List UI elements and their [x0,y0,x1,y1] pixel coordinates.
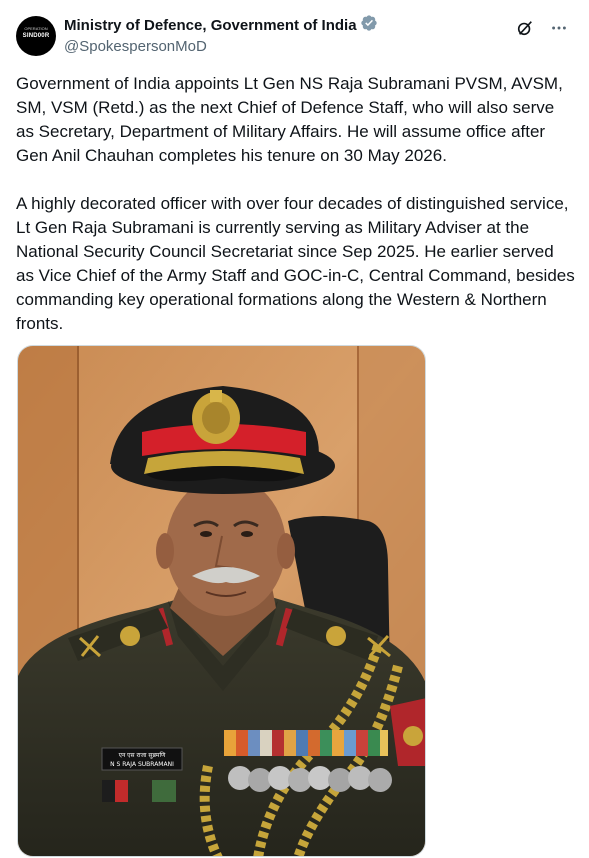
post-text [16,72,576,336]
avatar-caption: OPERATION [24,26,48,31]
author-display-name[interactable]: Ministry of Defence, Government of India [64,16,357,34]
post-header [16,12,573,60]
officer-portrait [18,346,426,857]
avatar[interactable] [16,16,56,56]
grok-icon[interactable] [515,18,535,38]
nameplate-english: N S RAJA SUBRAMANI [110,761,174,768]
verified-badge-icon [357,14,378,37]
more-icon[interactable] [549,18,569,38]
post-paragraph-1: Government of India appoints Lt Gen NS Raja Subramani PVSM, AVSM, SM, VSM (Retd.) as the next Chief of Defence Staff, who will also serve as Secretary, Department of Military Affairs. He will assume office after Gen Anil Chauhan completes his tenure on 30 May 2026. [16,74,563,165]
avatar-logo-text: SIND00R [22,33,50,39]
nameplate-hindi: एन एस राजा सुब्रमणि [118,752,166,759]
post-paragraph-2: A highly decorated officer with over four decades of distinguished service, Lt Gen Raja Subramani is currently serving as Military Adviser at the National Security Council Secretariat since Sep 2025. He earlier served as Vice Chief of the Army Staff and GOC-in-C, Central Command, besides commanding key operational formations along the Western & Northern fronts. [16,194,575,333]
header-actions [515,18,569,38]
author-handle[interactable]: @SpokespersonMoD [64,38,207,55]
medal-ribbons [224,730,388,756]
post-image[interactable] [17,345,426,857]
name-row [64,14,515,37]
author-identity [64,12,515,57]
